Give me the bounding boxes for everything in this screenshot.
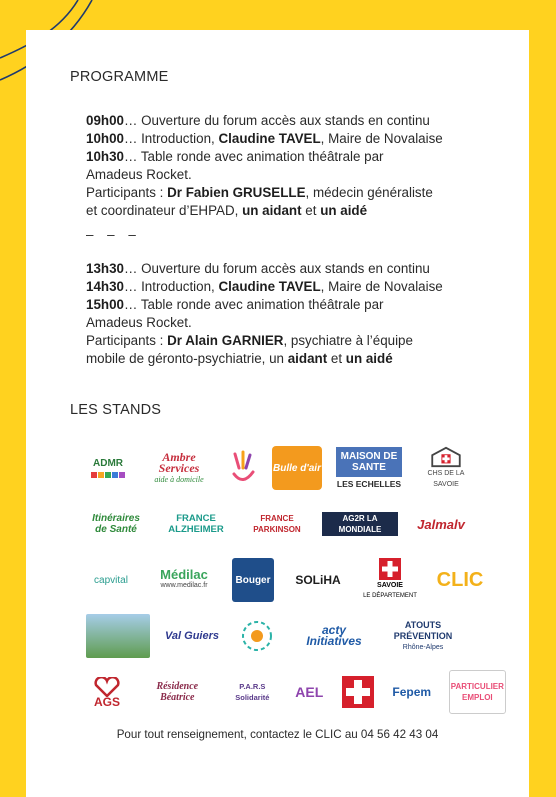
programme-title: PROGRAMME	[70, 69, 169, 85]
logo-capvital: capvital	[94, 574, 128, 586]
contact-footer: Pour tout renseignement, contactez le CLIC au 04 56 42 43 04	[116, 728, 439, 741]
logo-itineraires-sante: Itinéraires de Santé	[92, 513, 140, 535]
logo-row	[86, 442, 506, 494]
logo-bulle-dair: Bulle d'air	[272, 446, 322, 490]
logo-photo	[86, 614, 150, 658]
logo-circle	[234, 614, 280, 658]
stands-logo-grid	[86, 442, 506, 722]
logo-clic: CLIC	[436, 568, 484, 591]
flyer-sheet	[26, 30, 529, 797]
logo-acty-initiatives: acty Initiatives	[306, 623, 362, 648]
admr-color-bars	[91, 472, 125, 478]
logo-pars-solidarite: P.A.R.S Solidarité	[235, 682, 270, 702]
logo-savoie-departement: SAVOIE LE DÉPARTEMENT	[362, 558, 418, 602]
logo-cross	[340, 670, 374, 714]
logo-bouger: Bouger	[232, 558, 274, 602]
logo-row	[86, 554, 506, 606]
hands-icon	[229, 450, 257, 486]
logo-val-guiers: Val Guiers	[164, 629, 219, 642]
logo-fepem: Fepem	[392, 684, 432, 699]
savoie-cross-icon	[379, 558, 401, 580]
logo-maison-de-sante: MAISON DE SANTE LES ECHELLES	[336, 446, 402, 490]
logo-ags: AGS	[86, 670, 128, 714]
logo-ag2r: AG2R LA MONDIALE	[322, 512, 398, 536]
stands-title: LES STANDS	[70, 402, 162, 418]
logo-atouts-prevention: ATOUTS PRÉVENTION Rhône-Alpes	[393, 619, 453, 651]
logo-france-alzheimer: FRANCE ALZHEIMER	[168, 513, 224, 535]
logo-france-parkinson: FRANCE PARKINSON	[253, 514, 301, 534]
building-icon	[429, 446, 463, 468]
logo-soliha: SOLiHA	[295, 572, 341, 587]
logo-admr: ADMR	[86, 446, 130, 490]
programme-afternoon: 13h30… Ouverture du forum accès aux stands en continu 14h30… Introduction, Claudine TAVEL, Maire de Novalaise 15h00… Table ronde avec animation théâtrale par Amadeus Rocket. Participants : Dr Alain GARNIER, psychiatre à l’équipe mobile de géronto-psychiatrie, un aidant et un aidé	[86, 261, 443, 366]
logo-row	[86, 666, 506, 718]
section-separator: – – –	[86, 227, 141, 242]
heart-icon	[93, 677, 121, 697]
logo-ael: AEL	[295, 683, 324, 700]
logo-jalmalv: Jalmalv	[417, 516, 465, 532]
logo-chs-savoie: CHS DE LA SAVOIE	[416, 446, 476, 490]
logo-row	[86, 498, 506, 550]
logo-hands	[228, 446, 258, 490]
logo-ambre-services: Ambre Services aide à domicile	[154, 449, 204, 484]
programme-morning: 09h00… Ouverture du forum accès aux stands en continu 10h00… Introduction, Claudine TAVEL, Maire de Novalaise 10h30… Table ronde avec animation théâtrale par Amadeus Rocket. Participants : Dr Fabien GRUSELLE, médecin généraliste et coordinateur d’EHPAD, un aidant et un aidé – – –	[86, 112, 526, 244]
circle-logo-icon	[239, 618, 275, 654]
red-cross-icon	[342, 676, 374, 708]
logo-medilac: Médilac www.medilac.fr	[160, 567, 208, 589]
logo-particulier-emploi: PARTICULIER EMPLOI	[449, 670, 506, 714]
logo-row	[86, 610, 506, 662]
logo-residence-beatrice: Résidence Béatrice	[156, 681, 199, 703]
